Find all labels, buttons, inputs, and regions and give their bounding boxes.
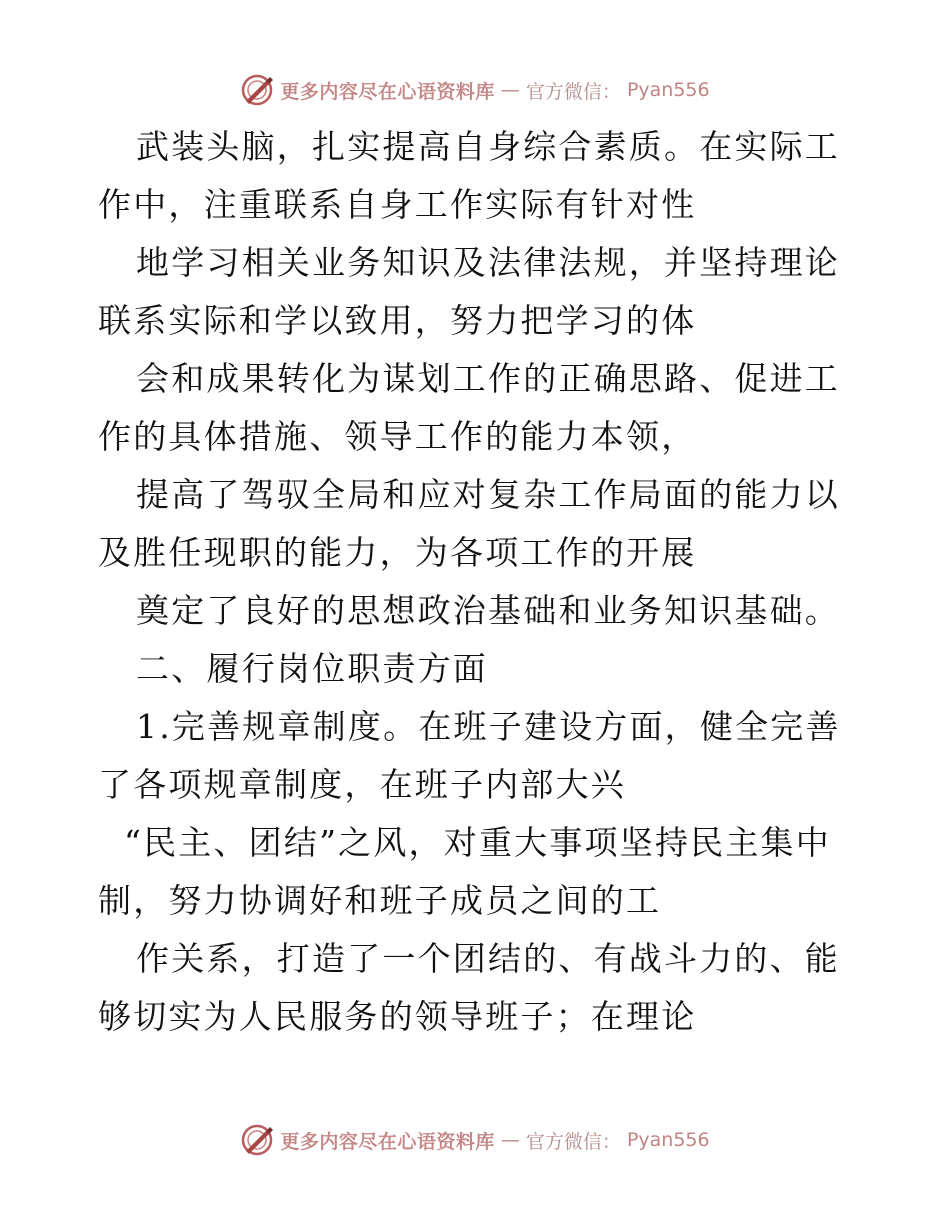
paragraph-1: 武装头脑，扎实提高自身综合素质。在实际工作中，注重联系自身工作实际有针对性 [98, 127, 840, 224]
watermark-site-text: 更多内容尽在心语资料库 [280, 1130, 495, 1153]
watermark-separator: — [500, 79, 520, 101]
watermark-wechat-id: Pyan556 [626, 1129, 710, 1151]
paragraph-8: “民主、团结”之风，对重大事项坚持民主集中制，努力协调好和班子成员之间的工 [98, 823, 831, 920]
pen-seal-icon [240, 73, 274, 107]
watermark-official-label: 官方微信： [525, 1130, 621, 1153]
watermark-wechat-id: Pyan556 [626, 79, 710, 101]
section-heading: 二、履行岗位职责方面 [136, 649, 488, 688]
paragraph-5: 奠定了良好的思想政治基础和业务知识基础。 [136, 591, 840, 630]
paragraph-9: 作关系，打造了一个团结的、有战斗力的、能够切实为人民服务的领导班子；在理论 [98, 939, 840, 1036]
document-body [98, 118, 858, 1046]
paragraph-3: 会和成果转化为谋划工作的正确思路、促进工作的具体措施、领导工作的能力本领， [98, 359, 840, 456]
header-watermark [0, 70, 950, 110]
pen-seal-icon [240, 1123, 274, 1157]
watermark-separator: — [500, 1129, 520, 1151]
paragraph-2: 地学习相关业务知识及法律法规，并坚持理论联系实际和学以致用，努力把学习的体 [98, 243, 840, 340]
footer-watermark [0, 1120, 950, 1160]
paragraph-7: 1.完善规章制度。在班子建设方面，健全完善了各项规章制度，在班子内部大兴 [98, 707, 841, 804]
paragraph-4: 提高了驾驭全局和应对复杂工作局面的能力以及胜任现职的能力，为各项工作的开展 [98, 475, 840, 572]
watermark-official-label: 官方微信： [525, 80, 621, 103]
watermark-site-text: 更多内容尽在心语资料库 [280, 80, 495, 103]
